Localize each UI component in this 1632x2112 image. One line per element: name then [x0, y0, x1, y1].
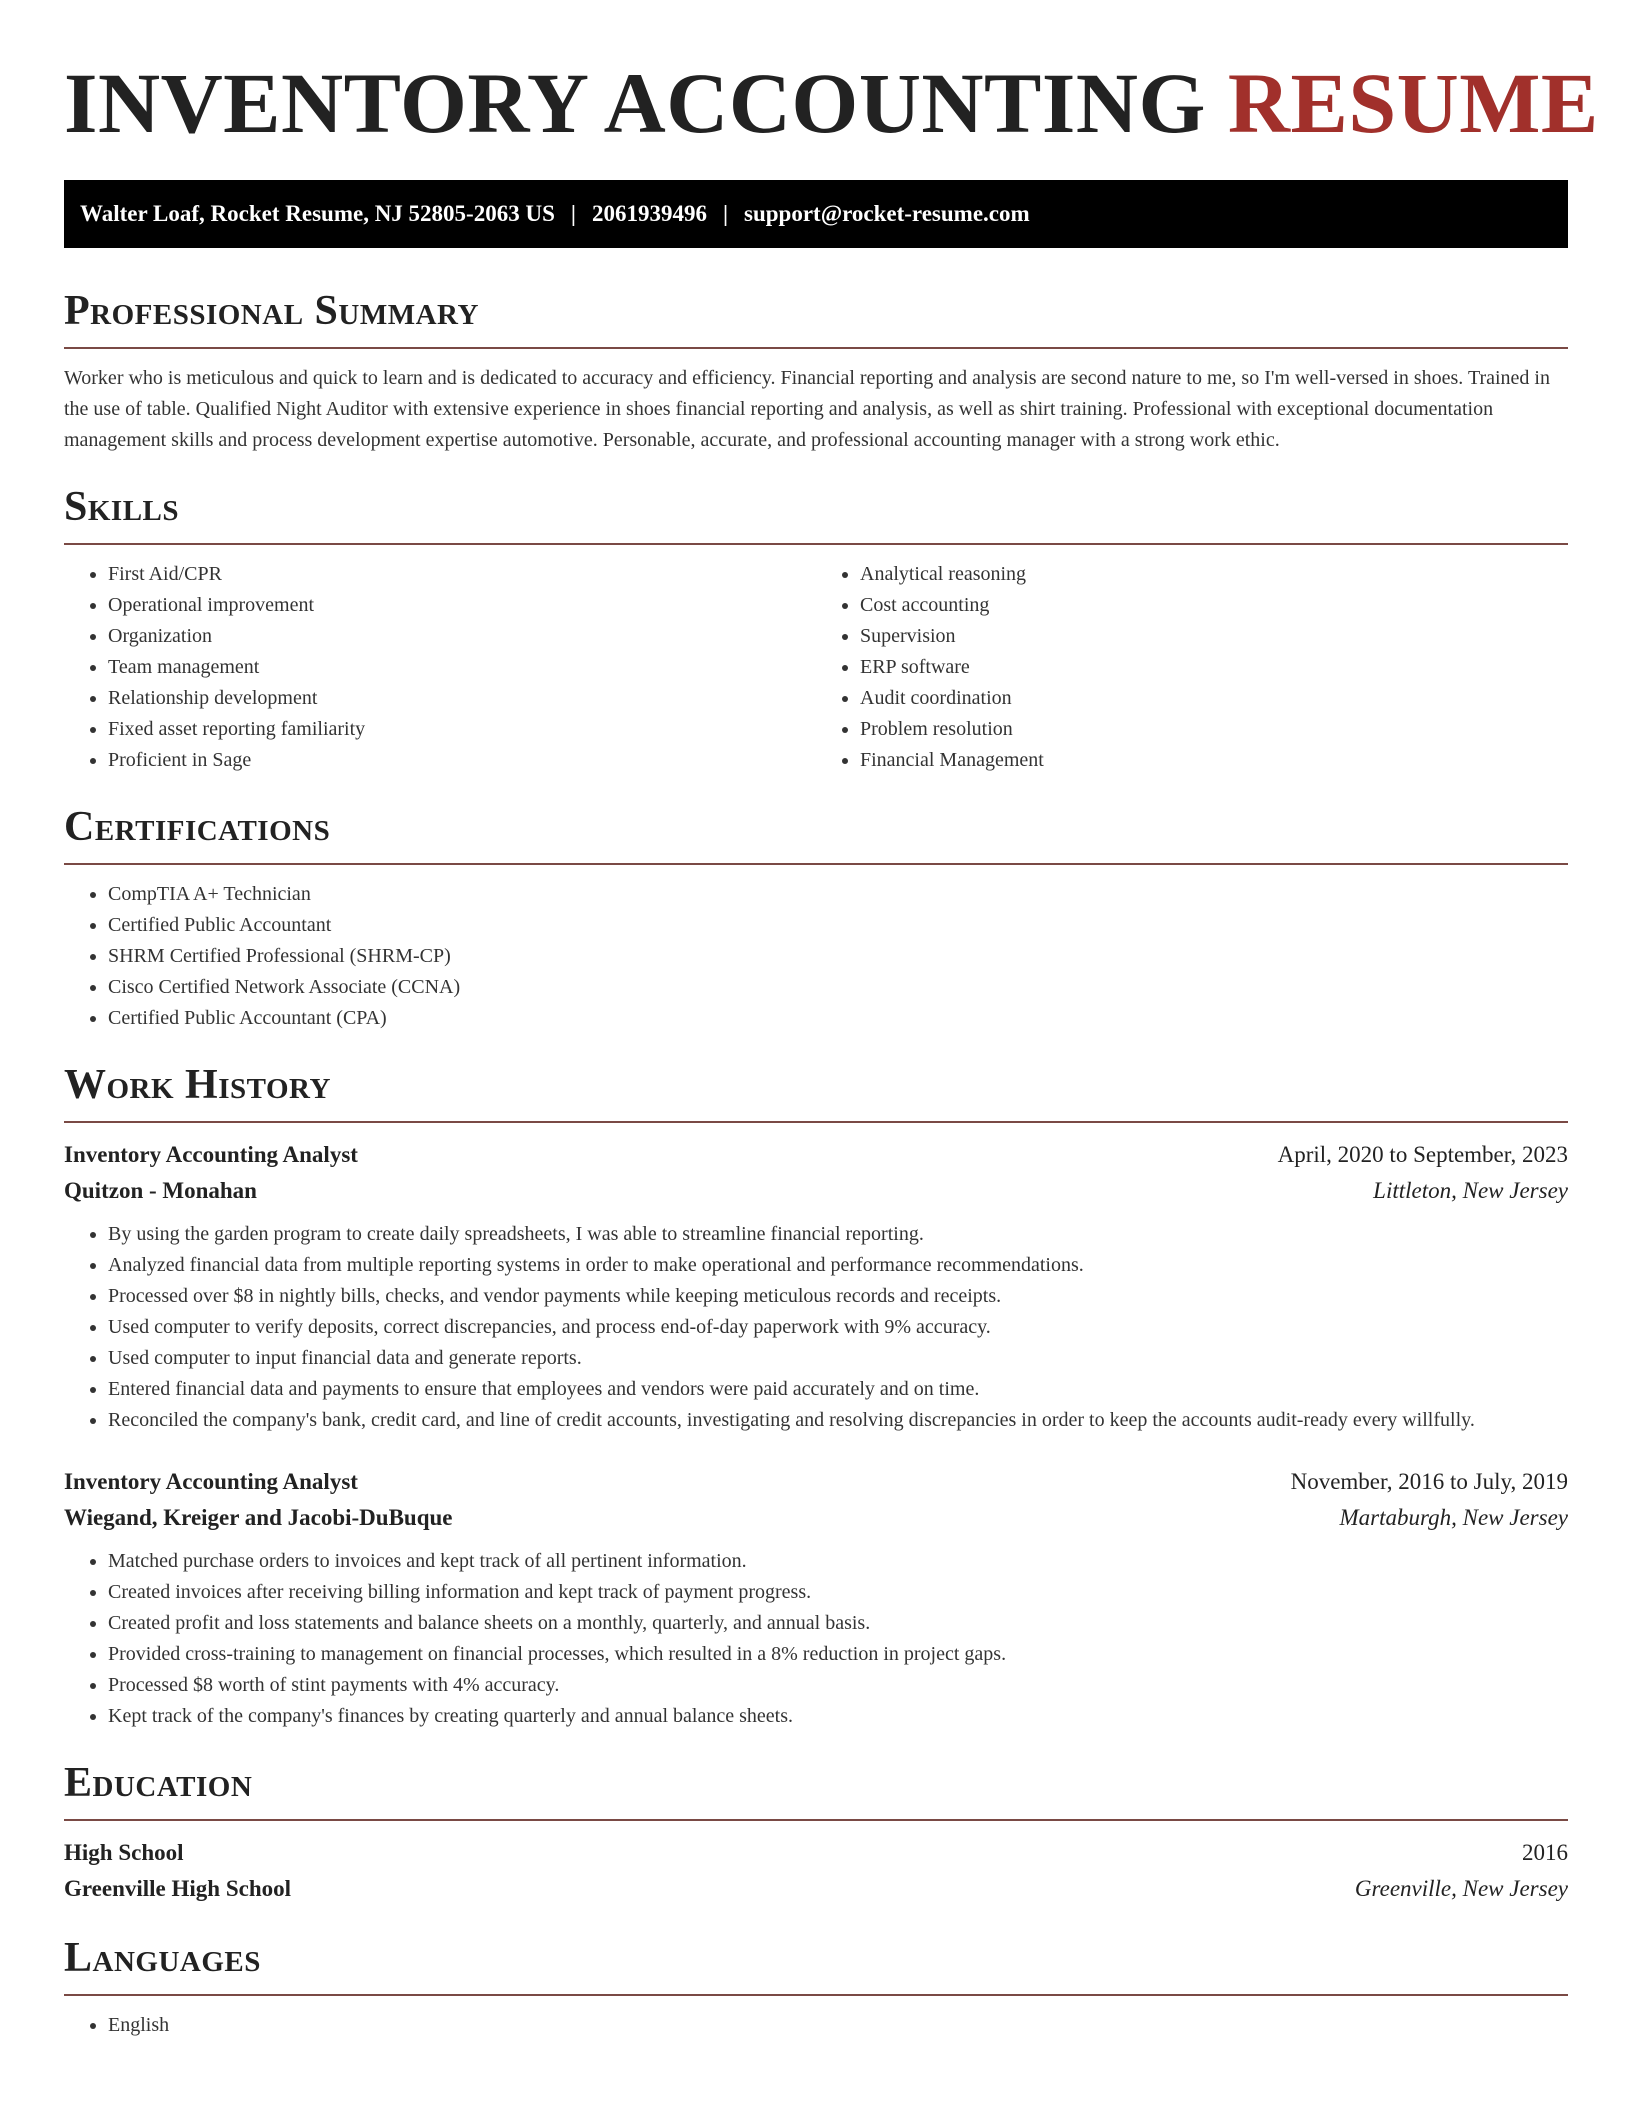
job-company: Wiegand, Kreiger and Jacobi-DuBuque [64, 1505, 453, 1530]
skills-heading: Skills [64, 484, 180, 530]
language-item: • English [108, 2010, 1568, 2041]
job-header [64, 1464, 1568, 1500]
skill-item: • Organization [108, 621, 816, 652]
skill-item: • Analytical reasoning [860, 559, 1568, 590]
contact-separator: | [570, 201, 576, 226]
section-divider [64, 347, 1568, 349]
job-bullet: • Used computer to input financial data and generate reports. [108, 1343, 1568, 1374]
title-main: INVENTORY ACCOUNTING [64, 55, 1206, 151]
contact-bar [64, 180, 1568, 248]
skills-section [64, 486, 1568, 776]
title-accent: RESUME [1227, 55, 1599, 151]
resume-title [64, 55, 1599, 151]
skill-item: • First Aid/CPR [108, 559, 816, 590]
skill-item: • Cost accounting [860, 590, 1568, 621]
job-subheader [64, 1173, 1568, 1209]
summary-section [64, 290, 1568, 456]
skills-columns [64, 559, 1568, 776]
job-bullet: • Processed over $8 in nightly bills, checks, and vendor payments while keeping meticulous records and receipts. [108, 1281, 1568, 1312]
job-bullet: • Provided cross-training to management on financial processes, which resulted in a 8% reduction in project gaps. [108, 1639, 1568, 1670]
job-bullet: • By using the garden program to create daily spreadsheets, I was able to streamline financial reporting. [108, 1219, 1568, 1250]
job-bullets [64, 1219, 1568, 1436]
job-entry [64, 1464, 1568, 1732]
section-divider [64, 543, 1568, 545]
job-bullet: • Kept track of the company's finances by creating quarterly and annual balance sheets. [108, 1701, 1568, 1732]
certification-item: • Certified Public Accountant (CPA) [108, 1003, 1568, 1034]
job-bullet: • Used computer to verify deposits, correct discrepancies, and process end-of-day paperwork with 9% accuracy. [108, 1312, 1568, 1343]
certification-item: • Cisco Certified Network Associate (CCNA) [108, 972, 1568, 1003]
education-subheader [64, 1871, 1568, 1907]
contact-email: support@rocket-resume.com [744, 201, 1030, 226]
skill-item: • Audit coordination [860, 683, 1568, 714]
contact-address: Walter Loaf, Rocket Resume, NJ 52805-2063 US [80, 201, 555, 226]
languages-list [64, 2010, 1568, 2041]
section-divider [64, 863, 1568, 865]
job-location: Martaburgh, New Jersey [1339, 1505, 1568, 1530]
job-location: Littleton, New Jersey [1373, 1178, 1568, 1203]
job-bullet: • Processed $8 worth of stint payments with 4% accuracy. [108, 1670, 1568, 1701]
summary-heading: Professional Summary [64, 288, 479, 334]
education-school: Greenville High School [64, 1876, 292, 1901]
skills-list-left [64, 559, 816, 776]
certification-item: • CompTIA A+ Technician [108, 879, 1568, 910]
job-bullet: • Created profit and loss statements and balance sheets on a monthly, quarterly, and annual basis. [108, 1608, 1568, 1639]
skill-item: • Team management [108, 652, 816, 683]
job-bullet: • Created invoices after receiving billing information and kept track of payment progress. [108, 1577, 1568, 1608]
certifications-heading: Certifications [64, 804, 331, 850]
education-heading: Education [64, 1760, 253, 1806]
certification-item: • SHRM Certified Professional (SHRM-CP) [108, 941, 1568, 972]
job-company: Quitzon - Monahan [64, 1178, 257, 1203]
languages-heading: Languages [64, 1935, 261, 1981]
job-subheader [64, 1500, 1568, 1536]
education-section [64, 1762, 1568, 1907]
skill-item: • Financial Management [860, 745, 1568, 776]
job-bullet: • Reconciled the company's bank, credit card, and line of credit accounts, investigating and resolving discrepancies in order to keep the accounts audit-ready every willfully. [108, 1405, 1568, 1436]
skill-item: • Relationship development [108, 683, 816, 714]
section-divider [64, 1819, 1568, 1821]
education-degree: High School [64, 1840, 184, 1865]
contact-separator: | [722, 201, 729, 226]
skill-item: • Supervision [860, 621, 1568, 652]
job-header [64, 1137, 1568, 1173]
section-divider [64, 1121, 1568, 1123]
skill-item: • Operational improvement [108, 590, 816, 621]
skill-item: • Proficient in Sage [108, 745, 816, 776]
education-header [64, 1835, 1568, 1871]
job-bullets [64, 1546, 1568, 1732]
job-bullet: • Matched purchase orders to invoices and kept track of all pertinent information. [108, 1546, 1568, 1577]
job-entry [64, 1137, 1568, 1436]
certifications-list [64, 879, 1568, 1034]
certification-item: • Certified Public Accountant [108, 910, 1568, 941]
certifications-section [64, 806, 1568, 1034]
skill-item: • Problem resolution [860, 714, 1568, 745]
education-location: Greenville, New Jersey [1354, 1876, 1568, 1901]
work-heading: Work History [64, 1062, 331, 1108]
summary-text: Worker who is meticulous and quick to learn and is dedicated to accuracy and efficiency. Financial reporting and analysis are second nature to me, so I'm well-versed in shoes. Trained in the use of table. Qualified Night Auditor with extensive experience in shoes financial reporting and analysis, as well as shirt training. Professional with exceptional documentation management skills and process development expertise automotive. Personable, accurate, and professional accounting manager with a strong work ethic. [64, 367, 1550, 451]
skills-list-right [816, 559, 1568, 776]
skill-item: • ERP software [860, 652, 1568, 683]
languages-section [64, 1937, 1568, 2041]
job-bullet: • Analyzed financial data from multiple reporting systems in order to make operational and performance recommendations. [108, 1250, 1568, 1281]
education-year: 2016 [1522, 1840, 1568, 1865]
section-divider [64, 1994, 1568, 1996]
job-title: Inventory Accounting Analyst [64, 1142, 358, 1167]
job-dates: April, 2020 to September, 2023 [1277, 1142, 1568, 1167]
work-section [64, 1064, 1568, 1732]
job-bullet: • Entered financial data and payments to ensure that employees and vendors were paid accurately and on time. [108, 1374, 1568, 1405]
job-title: Inventory Accounting Analyst [64, 1469, 358, 1494]
job-dates: November, 2016 to July, 2019 [1290, 1469, 1568, 1494]
contact-phone: 2061939496 [591, 201, 707, 226]
skill-item: • Fixed asset reporting familiarity [108, 714, 816, 745]
